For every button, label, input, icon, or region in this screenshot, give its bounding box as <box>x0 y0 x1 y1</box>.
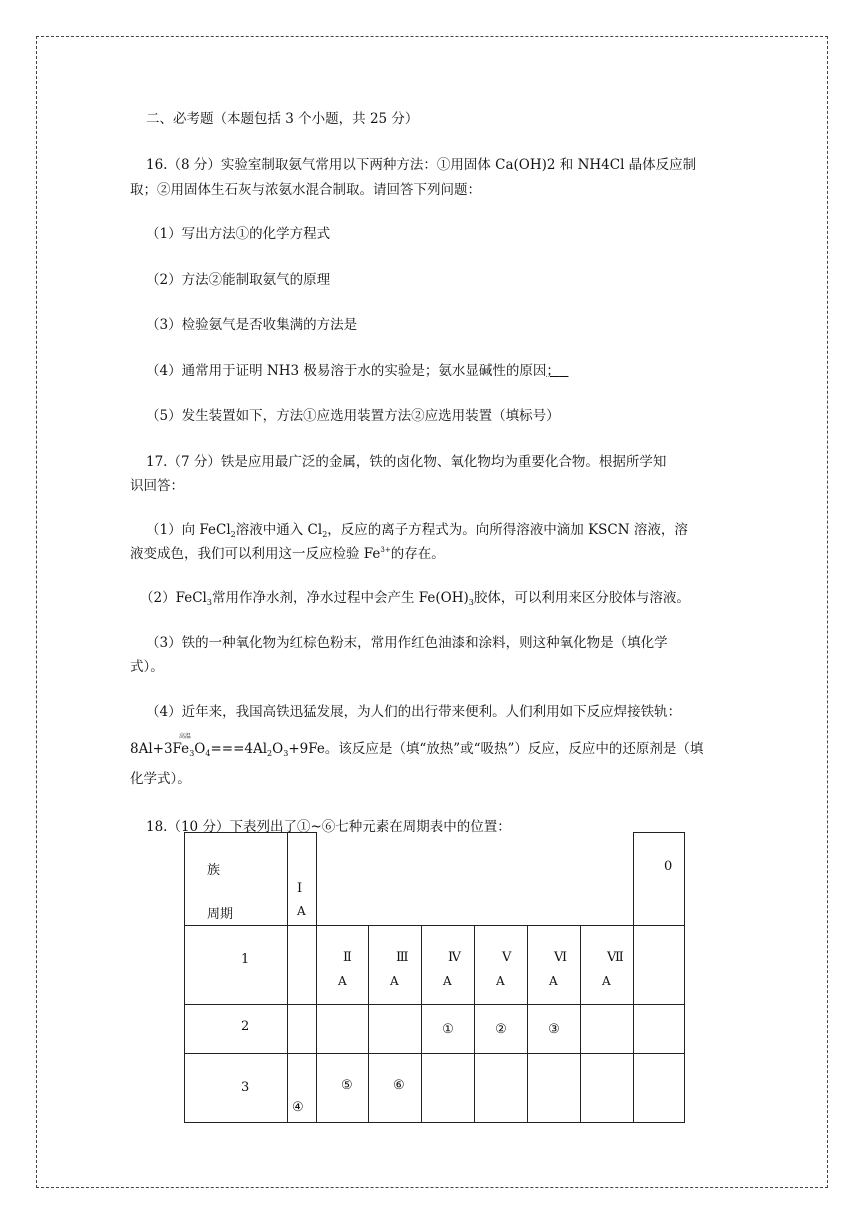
element-4: ④ <box>292 1100 304 1115</box>
q16-part2: （2）方法②能制取氨气的原理 <box>146 272 331 288</box>
q16-part4 <box>146 359 568 379</box>
q17-part4-line3: 化学式）。 <box>130 771 191 787</box>
group-iva-header: Ⅳ A <box>422 926 475 1005</box>
element-3: ③ <box>548 1021 560 1037</box>
element-6-cell <box>369 1054 422 1123</box>
group-ia-header: Ⅰ A <box>288 833 317 926</box>
q16-part4-blank: ； <box>546 363 560 379</box>
element-1: ① <box>442 1021 454 1037</box>
element-2: ② <box>495 1021 507 1037</box>
q16-stem-line2: 取；②用固体生石灰与浓氨水混合制取。请回答下列问题： <box>130 182 481 198</box>
q17-part2: （2）FeCl$_3$常用作净水剂，净水过程中会产生 $Fe(OH)_3$胶体，可以利用来区分胶体与溶液。 <box>140 590 690 607</box>
period-1-zero-cell <box>634 926 685 1005</box>
reaction-condition: 高温 <box>179 733 192 740</box>
header-group-label: 族 <box>207 863 221 878</box>
q17-part1-line1: （1）向 FeCl$_2$溶液中通入 $Cl_2$，反应的离子方程式为。向所得溶液中滴加 KSCN 溶液，溶 <box>146 522 688 539</box>
element-3-cell <box>528 1005 581 1054</box>
header-corner-cell <box>185 833 288 926</box>
group-iiia-header: Ⅲ A <box>369 926 422 1005</box>
header-empty-span <box>317 833 634 926</box>
element-1-cell <box>422 1005 475 1054</box>
q17-stem-line2: 识回答： <box>130 478 184 494</box>
answer-blank-line <box>560 363 569 379</box>
q17-part3-line1: （3）铁的一种氧化物为红棕色粉末，常用作红色油漆和涂料，则这种氧化物是（填化学 <box>146 635 668 651</box>
q17-stem-line1: 17.（7 分）铁是应用最广泛的金属，铁的卤化物、氧化物均为重要化合物。根据所学知 <box>146 454 667 470</box>
q16-part5: （5）发生装置如下，方法①应选用装置方法②应选用装置（填标号） <box>146 408 560 424</box>
element-5: ⑤ <box>341 1078 353 1093</box>
section-heading: 二、必考题（本题包括 3 个小题，共 25 分） <box>146 111 419 127</box>
period-1-ia-cell <box>288 926 317 1005</box>
q17-part1-line2: 液变成色，我们可以利用这一反应检验 $Fe^{3+}$的存在。 <box>130 546 445 562</box>
element-6: ⑥ <box>393 1078 405 1093</box>
period-3-label: 3 <box>185 1054 288 1123</box>
q17-part4-equation: 高温 $8Al+3Fe_3O_4===4Al_2O_3+9Fe$。该反应是（填“放热”或“吸热”）反应，反应中的还原剂是（填 <box>130 733 704 758</box>
periodic-table <box>184 832 685 1123</box>
q16-part4-text: （4）通常用于证明 NH3 极易溶于水的实验是；氨水显碱性的原因 <box>146 363 547 379</box>
q16-part3: （3）检验氨气是否收集满的方法是 <box>146 317 358 333</box>
element-5-cell <box>317 1054 369 1123</box>
group-viia-header: Ⅶ A <box>581 926 634 1005</box>
group-va-header: Ⅴ A <box>475 926 528 1005</box>
q16-stem-line1: 16.（8 分）实验室制取氨气常用以下两种方法：①用固体 Ca(OH)2 和 NH4Cl 晶体反应制 <box>146 157 697 173</box>
period-1-label: 1 <box>185 926 288 1005</box>
q16-part1: （1）写出方法①的化学方程式 <box>146 226 331 242</box>
element-2-cell <box>475 1005 528 1054</box>
period-2-label: 2 <box>185 1005 288 1054</box>
q17-part3-line2: 式）。 <box>130 659 164 675</box>
group-via-header: Ⅵ A <box>528 926 581 1005</box>
group-iia-header: Ⅱ A <box>317 926 369 1005</box>
group-zero-header: 0 <box>634 833 685 926</box>
element-4-cell <box>288 1054 317 1123</box>
header-period-label: 周期 <box>207 907 234 922</box>
q18-stem: 18.（10 分）下表列出了①~⑥七种元素在周期表中的位置： <box>146 819 511 835</box>
q17-part4-line1: （4）近年来，我国高铁迅猛发展，为人们的出行带来便利。人们利用如下反应焊接铁轨： <box>146 704 682 720</box>
